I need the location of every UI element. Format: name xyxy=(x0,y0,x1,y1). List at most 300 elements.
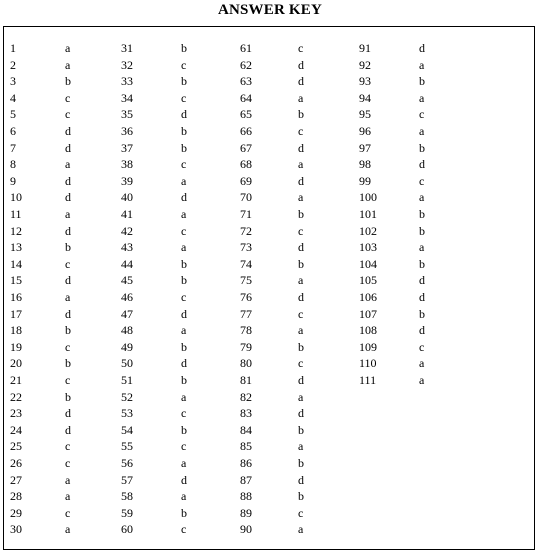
question-number: 35 xyxy=(121,107,133,122)
question-number: 6 xyxy=(10,124,16,138)
question-number: 55 xyxy=(121,439,133,454)
answer-row xyxy=(359,256,469,273)
answer-row xyxy=(121,206,231,223)
answer-letter: b xyxy=(419,223,425,238)
answer-row xyxy=(359,90,469,107)
answer-row xyxy=(240,239,350,256)
answer-row xyxy=(240,372,350,389)
answer-letter: a xyxy=(419,124,425,138)
answer-letter: c xyxy=(181,57,187,72)
answer-letter: c xyxy=(65,373,71,387)
question-number: 90 xyxy=(240,522,252,537)
answer-letter: c xyxy=(65,107,71,122)
question-number: 64 xyxy=(240,90,252,105)
answer-letter: c xyxy=(298,306,304,321)
answer-row xyxy=(359,206,469,223)
answer-letter: c xyxy=(298,41,304,55)
answer-row xyxy=(121,389,231,406)
answer-row xyxy=(121,472,231,489)
answer-letter: d xyxy=(65,273,71,288)
answer-row xyxy=(121,505,231,522)
answer-letter: c xyxy=(65,339,71,354)
question-number: 11 xyxy=(10,207,22,221)
question-number: 19 xyxy=(10,339,22,354)
question-number: 5 xyxy=(10,107,16,122)
answer-row xyxy=(359,239,469,256)
answer-letter: d xyxy=(298,472,304,487)
answer-row xyxy=(240,306,350,323)
answer-letter: a xyxy=(65,472,71,487)
question-number: 93 xyxy=(359,74,371,89)
question-number: 72 xyxy=(240,223,252,238)
answer-letter: c xyxy=(181,406,187,421)
answer-letter: b xyxy=(181,41,187,55)
question-number: 59 xyxy=(121,505,133,520)
question-number: 88 xyxy=(240,489,252,504)
answer-row xyxy=(10,505,120,522)
question-number: 14 xyxy=(10,256,22,271)
answer-row xyxy=(121,521,231,538)
answer-row xyxy=(359,339,469,356)
answer-row xyxy=(121,339,231,356)
answer-row xyxy=(240,505,350,522)
answer-row xyxy=(10,106,120,123)
question-number: 69 xyxy=(240,173,252,188)
answer-row xyxy=(121,488,231,505)
answer-row xyxy=(121,256,231,273)
answer-letter: a xyxy=(419,373,425,387)
question-number: 76 xyxy=(240,290,252,304)
answer-row xyxy=(240,90,350,107)
question-number: 56 xyxy=(121,456,133,470)
answer-row xyxy=(121,140,231,157)
answer-row xyxy=(359,223,469,240)
question-number: 71 xyxy=(240,207,252,221)
answer-row xyxy=(10,40,120,57)
question-number: 98 xyxy=(359,157,371,172)
answer-letter: a xyxy=(181,489,187,504)
answer-letter: d xyxy=(181,356,187,371)
answer-row xyxy=(121,272,231,289)
answer-letter: b xyxy=(65,323,71,338)
answer-letter: b xyxy=(181,422,187,437)
answer-letter: a xyxy=(298,273,304,288)
question-number: 67 xyxy=(240,140,252,155)
question-number: 110 xyxy=(359,356,377,371)
question-number: 7 xyxy=(10,140,16,155)
question-number: 63 xyxy=(240,74,252,89)
answer-row xyxy=(121,306,231,323)
answer-row xyxy=(121,189,231,206)
answer-row xyxy=(240,455,350,472)
answer-row xyxy=(240,173,350,190)
answer-letter: a xyxy=(419,240,425,255)
answer-row xyxy=(10,472,120,489)
question-number: 4 xyxy=(10,90,16,105)
answer-row xyxy=(240,289,350,306)
answer-letter: a xyxy=(65,489,71,504)
question-number: 108 xyxy=(359,323,377,338)
question-number: 3 xyxy=(10,74,16,89)
question-number: 41 xyxy=(121,207,133,221)
answer-row xyxy=(10,322,120,339)
answer-row xyxy=(240,206,350,223)
question-number: 83 xyxy=(240,406,252,421)
answer-letter: c xyxy=(181,90,187,105)
answer-letter: d xyxy=(298,290,304,304)
answer-row xyxy=(10,272,120,289)
question-number: 42 xyxy=(121,223,133,238)
answer-row xyxy=(121,289,231,306)
question-number: 32 xyxy=(121,57,133,72)
question-number: 81 xyxy=(240,373,252,387)
question-number: 68 xyxy=(240,157,252,172)
answer-row xyxy=(10,389,120,406)
question-number: 43 xyxy=(121,240,133,255)
answer-letter: a xyxy=(419,57,425,72)
answer-letter: a xyxy=(419,90,425,105)
question-number: 91 xyxy=(359,41,371,55)
answer-letter: d xyxy=(419,273,425,288)
answer-letter: b xyxy=(298,422,304,437)
answer-letter: a xyxy=(181,323,187,338)
answer-row xyxy=(10,488,120,505)
answer-row xyxy=(359,306,469,323)
page-title: ANSWER KEY xyxy=(217,2,323,18)
answer-letter: d xyxy=(419,290,425,304)
answer-letter: a xyxy=(298,323,304,338)
answer-letter: b xyxy=(65,240,71,255)
answer-row xyxy=(10,57,120,74)
answer-letter: b xyxy=(65,356,71,371)
answer-row xyxy=(359,322,469,339)
answer-letter: c xyxy=(298,124,304,138)
answer-row xyxy=(359,156,469,173)
answer-letter: a xyxy=(181,173,187,188)
answer-row xyxy=(359,189,469,206)
answer-letter: d xyxy=(181,306,187,321)
answer-letter: c xyxy=(298,356,304,371)
question-number: 58 xyxy=(121,489,133,504)
answer-row xyxy=(121,173,231,190)
question-number: 111 xyxy=(359,373,377,387)
question-number: 70 xyxy=(240,190,252,205)
answer-row xyxy=(10,140,120,157)
question-number: 65 xyxy=(240,107,252,122)
answer-letter: b xyxy=(298,339,304,354)
answer-row xyxy=(359,73,469,90)
answer-letter: c xyxy=(419,339,425,354)
question-number: 66 xyxy=(240,124,252,138)
answer-row xyxy=(10,372,120,389)
question-number: 20 xyxy=(10,356,22,371)
answer-letter: a xyxy=(419,356,425,371)
question-number: 96 xyxy=(359,124,371,138)
question-number: 77 xyxy=(240,306,252,321)
question-number: 60 xyxy=(121,522,133,537)
question-number: 1 xyxy=(10,41,16,55)
answer-row xyxy=(10,438,120,455)
answer-row xyxy=(10,289,120,306)
answer-letter: c xyxy=(419,107,425,122)
question-number: 27 xyxy=(10,472,22,487)
answer-row xyxy=(121,239,231,256)
answer-letter: b xyxy=(181,124,187,138)
answer-row xyxy=(121,57,231,74)
question-number: 75 xyxy=(240,273,252,288)
answer-letter: c xyxy=(181,223,187,238)
answer-letter: b xyxy=(65,74,71,89)
answer-letter: d xyxy=(298,74,304,89)
answer-letter: c xyxy=(419,173,425,188)
question-number: 84 xyxy=(240,422,252,437)
answer-row xyxy=(240,256,350,273)
question-number: 13 xyxy=(10,240,22,255)
question-number: 34 xyxy=(121,90,133,105)
question-number: 92 xyxy=(359,57,371,72)
answer-row xyxy=(121,73,231,90)
question-number: 104 xyxy=(359,256,377,271)
answer-row xyxy=(10,73,120,90)
question-number: 99 xyxy=(359,173,371,188)
question-number: 45 xyxy=(121,273,133,288)
answer-letter: d xyxy=(65,223,71,238)
question-number: 31 xyxy=(121,41,133,55)
question-number: 107 xyxy=(359,306,377,321)
answer-row xyxy=(121,355,231,372)
answer-letter: a xyxy=(65,57,71,72)
question-number: 15 xyxy=(10,273,22,288)
question-number: 40 xyxy=(121,190,133,205)
answer-row xyxy=(10,422,120,439)
answer-letter: c xyxy=(65,439,71,454)
question-number: 86 xyxy=(240,456,252,470)
answer-letter: a xyxy=(298,389,304,404)
answer-row xyxy=(10,239,120,256)
answer-row xyxy=(10,223,120,240)
question-number: 49 xyxy=(121,339,133,354)
answer-letter: b xyxy=(298,489,304,504)
question-number: 36 xyxy=(121,124,133,138)
answer-row xyxy=(10,306,120,323)
answer-row xyxy=(10,123,120,140)
question-number: 30 xyxy=(10,522,22,537)
question-number: 17 xyxy=(10,306,22,321)
question-number: 100 xyxy=(359,190,377,205)
question-number: 38 xyxy=(121,157,133,172)
answer-letter: b xyxy=(181,505,187,520)
answer-row xyxy=(10,339,120,356)
answer-letter: d xyxy=(419,323,425,338)
answer-row xyxy=(10,173,120,190)
answer-letter: d xyxy=(298,406,304,421)
question-number: 26 xyxy=(10,456,22,470)
answer-row xyxy=(10,455,120,472)
answer-letter: b xyxy=(65,389,71,404)
question-number: 33 xyxy=(121,74,133,89)
answer-row xyxy=(359,272,469,289)
answer-letter: b xyxy=(419,306,425,321)
question-number: 16 xyxy=(10,290,22,304)
answer-row xyxy=(240,272,350,289)
answer-row xyxy=(121,405,231,422)
question-number: 44 xyxy=(121,256,133,271)
answer-row xyxy=(240,405,350,422)
answer-letter: d xyxy=(65,422,71,437)
answer-row xyxy=(240,521,350,538)
answer-row xyxy=(240,472,350,489)
question-number: 85 xyxy=(240,439,252,454)
answer-row xyxy=(240,40,350,57)
answer-row xyxy=(359,106,469,123)
answer-row xyxy=(10,156,120,173)
answer-letter: c xyxy=(181,157,187,172)
answer-row xyxy=(121,455,231,472)
answer-letter: b xyxy=(181,74,187,89)
answer-letter: d xyxy=(65,140,71,155)
question-number: 87 xyxy=(240,472,252,487)
answer-row xyxy=(10,521,120,538)
answer-letter: b xyxy=(181,339,187,354)
answer-letter: a xyxy=(181,207,187,221)
question-number: 103 xyxy=(359,240,377,255)
question-number: 25 xyxy=(10,439,22,454)
question-number: 62 xyxy=(240,57,252,72)
answer-letter: d xyxy=(65,306,71,321)
answer-letter: d xyxy=(65,124,71,138)
question-number: 74 xyxy=(240,256,252,271)
answer-letter: c xyxy=(181,522,187,537)
answer-letter: c xyxy=(181,290,187,304)
answer-letter: a xyxy=(298,439,304,454)
answer-row xyxy=(121,40,231,57)
answer-row xyxy=(121,106,231,123)
answer-row xyxy=(240,488,350,505)
question-number: 53 xyxy=(121,406,133,421)
answer-letter: d xyxy=(298,240,304,255)
answer-row xyxy=(10,189,120,206)
answer-row xyxy=(10,355,120,372)
answer-row xyxy=(240,140,350,157)
question-number: 50 xyxy=(121,356,133,371)
answer-letter: a xyxy=(65,522,71,537)
answer-row xyxy=(240,73,350,90)
answer-letter: b xyxy=(181,140,187,155)
answer-row xyxy=(10,256,120,273)
answer-letter: b xyxy=(181,273,187,288)
answer-letter: a xyxy=(65,290,71,304)
answer-row xyxy=(10,206,120,223)
answer-letter: c xyxy=(65,90,71,105)
answer-letter: b xyxy=(419,256,425,271)
answer-row xyxy=(121,223,231,240)
answer-row xyxy=(10,90,120,107)
question-number: 18 xyxy=(10,323,22,338)
answer-table xyxy=(3,26,535,550)
question-number: 37 xyxy=(121,140,133,155)
answer-letter: a xyxy=(181,389,187,404)
answer-row xyxy=(240,57,350,74)
answer-row xyxy=(359,289,469,306)
question-number: 89 xyxy=(240,505,252,520)
answer-letter: b xyxy=(298,107,304,122)
answer-row xyxy=(359,57,469,74)
answer-letter: b xyxy=(298,456,304,470)
question-number: 94 xyxy=(359,90,371,105)
answer-row xyxy=(240,389,350,406)
answer-letter: a xyxy=(298,90,304,105)
answer-row xyxy=(359,123,469,140)
answer-letter: c xyxy=(181,439,187,454)
question-number: 8 xyxy=(10,157,16,172)
question-number: 22 xyxy=(10,389,22,404)
answer-letter: d xyxy=(298,140,304,155)
answer-row xyxy=(240,355,350,372)
answer-letter: c xyxy=(65,505,71,520)
question-number: 61 xyxy=(240,41,252,55)
answer-row xyxy=(240,123,350,140)
question-number: 106 xyxy=(359,290,377,304)
question-number: 95 xyxy=(359,107,371,122)
question-number: 39 xyxy=(121,173,133,188)
question-number: 101 xyxy=(359,207,377,221)
answer-letter: d xyxy=(65,173,71,188)
answer-letter: d xyxy=(298,173,304,188)
answer-letter: a xyxy=(65,207,71,221)
answer-row xyxy=(240,422,350,439)
answer-letter: b xyxy=(181,256,187,271)
answer-letter: a xyxy=(65,41,71,55)
answer-row xyxy=(121,156,231,173)
question-number: 2 xyxy=(10,57,16,72)
answer-row xyxy=(240,322,350,339)
answer-row xyxy=(121,123,231,140)
question-number: 29 xyxy=(10,505,22,520)
answer-row xyxy=(121,372,231,389)
question-number: 10 xyxy=(10,190,22,205)
answer-letter: a xyxy=(419,190,425,205)
answer-row xyxy=(121,90,231,107)
answer-row xyxy=(121,422,231,439)
question-number: 73 xyxy=(240,240,252,255)
answer-letter: d xyxy=(181,472,187,487)
question-number: 12 xyxy=(10,223,22,238)
answer-letter: d xyxy=(298,57,304,72)
answer-letter: c xyxy=(298,223,304,238)
question-number: 105 xyxy=(359,273,377,288)
answer-row xyxy=(359,355,469,372)
answer-row xyxy=(240,106,350,123)
answer-letter: d xyxy=(65,406,71,421)
question-number: 21 xyxy=(10,373,22,387)
answer-row xyxy=(240,189,350,206)
question-number: 57 xyxy=(121,472,133,487)
question-number: 52 xyxy=(121,389,133,404)
answer-row xyxy=(10,405,120,422)
question-number: 51 xyxy=(121,373,133,387)
question-number: 24 xyxy=(10,422,22,437)
answer-letter: b xyxy=(181,373,187,387)
answer-letter: d xyxy=(181,107,187,122)
answer-row xyxy=(240,438,350,455)
question-number: 28 xyxy=(10,489,22,504)
answer-letter: d xyxy=(419,157,425,172)
answer-letter: d xyxy=(65,190,71,205)
answer-letter: d xyxy=(181,190,187,205)
question-number: 97 xyxy=(359,140,371,155)
answer-letter: a xyxy=(65,157,71,172)
question-number: 80 xyxy=(240,356,252,371)
